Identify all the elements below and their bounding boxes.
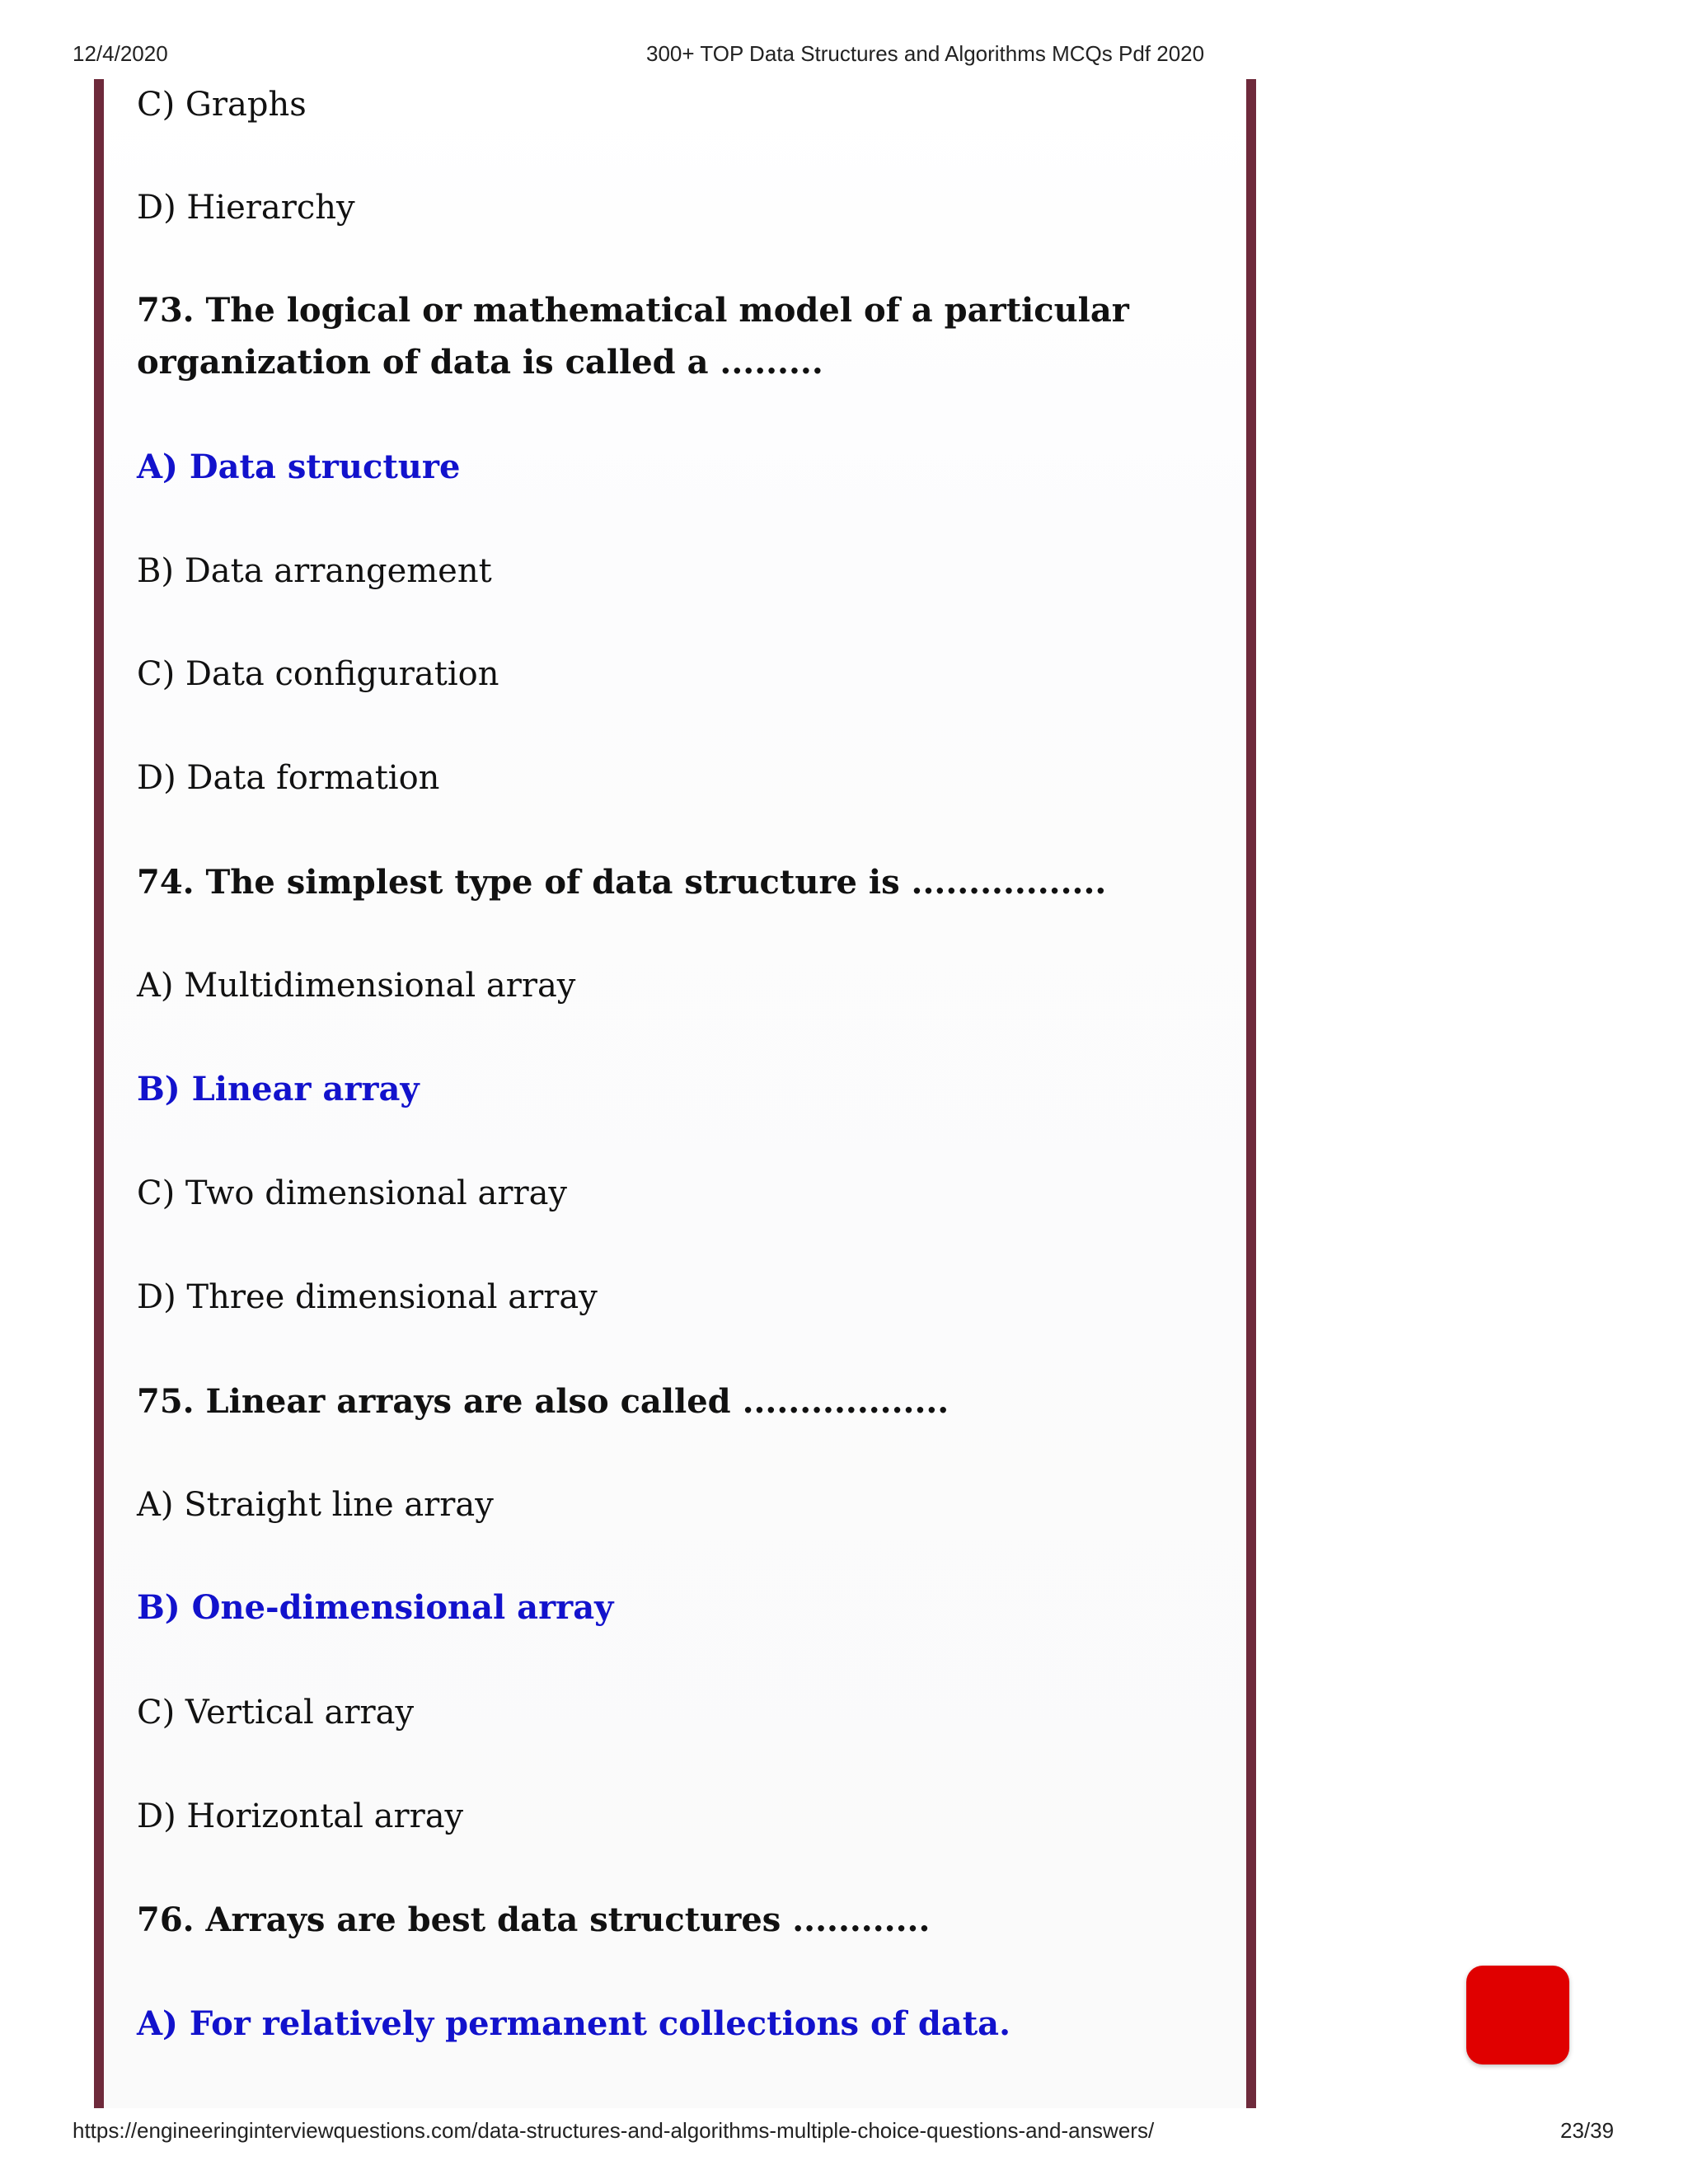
question-73-line1: 73. The logical or mathematical model of a particular [137, 291, 1129, 330]
option-73-b: B) Data arrangement [137, 552, 492, 590]
option-73-c: C) Data configuration [137, 655, 499, 693]
option-73-d: D) Data formation [137, 759, 440, 797]
answer-73-a: A) Data structure [137, 448, 461, 486]
option-74-c: C) Two dimensional array [137, 1174, 568, 1212]
footer-url: https://engineeringinterviewquestions.com/data-structures-and-algorithms-multiple-choice-questions-and-answers/ [73, 2118, 1155, 2143]
option-75-d: D) Horizontal array [137, 1797, 464, 1835]
question-74: 74. The simplest type of data structure is ................. [137, 863, 1107, 902]
option-75-c: C) Vertical array [137, 1694, 415, 1732]
option-75-a: A) Straight line array [137, 1486, 494, 1524]
footer-page-number: 23/39 [1560, 2118, 1615, 2143]
question-75: 75. Linear arrays are also called .................. [137, 1382, 950, 1421]
answer-74-b: B) Linear array [137, 1070, 420, 1108]
option-d-hierarchy: D) Hierarchy [137, 189, 355, 227]
option-74-a: A) Multidimensional array [137, 967, 576, 1005]
option-c-graphs: C) Graphs [137, 86, 307, 124]
header-title: 300+ TOP Data Structures and Algorithms MCQs Pdf 2020 [646, 41, 1205, 66]
floating-action-button[interactable] [1466, 1966, 1569, 2064]
answer-75-b: B) One-dimensional array [137, 1588, 614, 1627]
question-73-line2: organization of data is called a ......... [137, 343, 823, 382]
answer-76-a: A) For relatively permanent collections of data. [137, 2004, 1011, 2043]
question-76: 76. Arrays are best data structures ............ [137, 1900, 931, 1939]
header-date: 12/4/2020 [73, 41, 168, 66]
option-74-d: D) Three dimensional array [137, 1278, 598, 1316]
